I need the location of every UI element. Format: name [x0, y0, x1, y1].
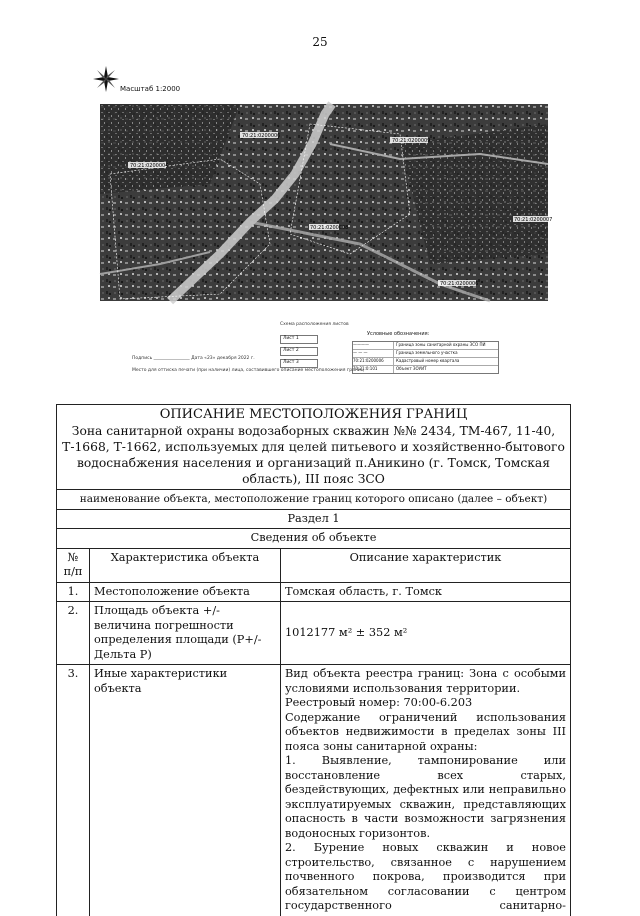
legend-text: Граница зоны санитарной охраны ЗСО ПИ	[396, 342, 486, 347]
legend-text: Кадастровый номер квартала	[396, 358, 460, 363]
sheet-box: Лист 2	[280, 347, 318, 356]
legend-row	[353, 350, 498, 358]
map-label: 70:21:0200007	[514, 217, 553, 223]
header-description: Описание характеристик	[281, 548, 571, 582]
object-caption: наименование объекта, местоположение границ которого описано (далее – объект)	[57, 490, 571, 510]
page-number: 25	[312, 35, 328, 49]
signature-line: Подпись ________________ Дата «23» декабря 2022 г.	[132, 356, 255, 361]
map-label: 70:21:0200008	[310, 225, 349, 231]
map-label: 70:21:0200006	[242, 133, 281, 139]
legend-row	[353, 358, 498, 366]
paragraph: Содержание ограничений использования объектов недвижимости в пределах зоны III пояса зоны санитарной охраны:	[285, 710, 566, 753]
map-label: 70:21:0200006	[440, 281, 479, 287]
sheet-box: Лист 1	[280, 335, 318, 344]
table-row	[57, 602, 571, 665]
row-name: Площадь объекта +/- величина погрешности определения площади (P+/- Дельта P)	[90, 602, 281, 665]
document-subtitle: Зона санитарной охраны водозаборных скважин №№ 2434, ТМ-467, 11-40, Т-1668, Т-1662, используемых для целей питьевого и хозяйственно-бытового водоснабжения населения и организаций п.Аникино (г. Томск, Томская область), III пояс ЗСО	[62, 424, 565, 486]
row-num: 3.	[57, 665, 90, 916]
sheet-scheme-title: Схема расположения листов	[280, 322, 349, 327]
compass-rose-icon	[91, 64, 121, 94]
paragraph: Реестровый номер: 70:00-6.203	[285, 696, 473, 709]
row-value: Томская область, г. Томск	[281, 582, 571, 602]
row-value: 1012177 м² ± 352 м²	[281, 602, 571, 665]
document-title: ОПИСАНИЕ МЕСТОПОЛОЖЕНИЯ ГРАНИЦ	[159, 407, 468, 422]
legend-sample: 70:21:0:101	[353, 366, 394, 373]
legend-sample: 70:21:0200006	[353, 358, 394, 365]
satellite-map	[100, 104, 553, 301]
header-characteristic: Характеристика объекта	[90, 548, 281, 582]
legend-sample: ————	[353, 342, 394, 349]
map-label: 70:21:0200009	[392, 138, 431, 144]
paragraph: 1. Выявление, тампонирование или восстановление всех старых, бездействующих, дефектных или неправильно эксплуатируемых скважин, представляющих опасность в части возможности загрязнения водоносных горизонтов.	[285, 754, 566, 840]
legend-row	[353, 342, 498, 350]
legend-row	[353, 366, 498, 373]
sheet-box: Лист 3	[280, 359, 318, 368]
section-label: Раздел 1	[57, 509, 571, 529]
row-value	[281, 665, 571, 916]
legend-title: Условные обозначения:	[367, 331, 430, 337]
description-table	[56, 404, 571, 916]
stamp-line: Место для оттиска печати (при наличии) лица, составившего описание местоположения границ	[132, 368, 364, 373]
map-label: 70:21:0200004	[130, 163, 169, 169]
header-num: № п/п	[57, 548, 90, 582]
paragraph: Вид объекта реестра границ: Зона с особыми условиями использования территории.	[285, 667, 566, 695]
table-row	[57, 665, 571, 916]
row-num: 2.	[57, 602, 90, 665]
title-cell	[57, 405, 571, 490]
legend-text: Объект ЗОУИТ	[396, 366, 427, 371]
legend-text: Граница земельного участка	[396, 350, 458, 355]
row-name: Местоположение объекта	[90, 582, 281, 602]
row-name: Иные характеристики объекта	[90, 665, 281, 916]
paragraph: 2. Бурение новых скважин и новое строительство, связанное с нарушением почвенного покрова, производится при обязательном согласовании с центром государственного санитарно-	[285, 841, 566, 912]
row-num: 1.	[57, 582, 90, 602]
legend-sample: — — —	[353, 350, 394, 357]
map-scale-label: Масштаб 1:2000	[120, 85, 181, 93]
legend-table	[352, 341, 499, 374]
table-row	[57, 582, 571, 602]
section-title: Сведения об объекте	[57, 529, 571, 549]
